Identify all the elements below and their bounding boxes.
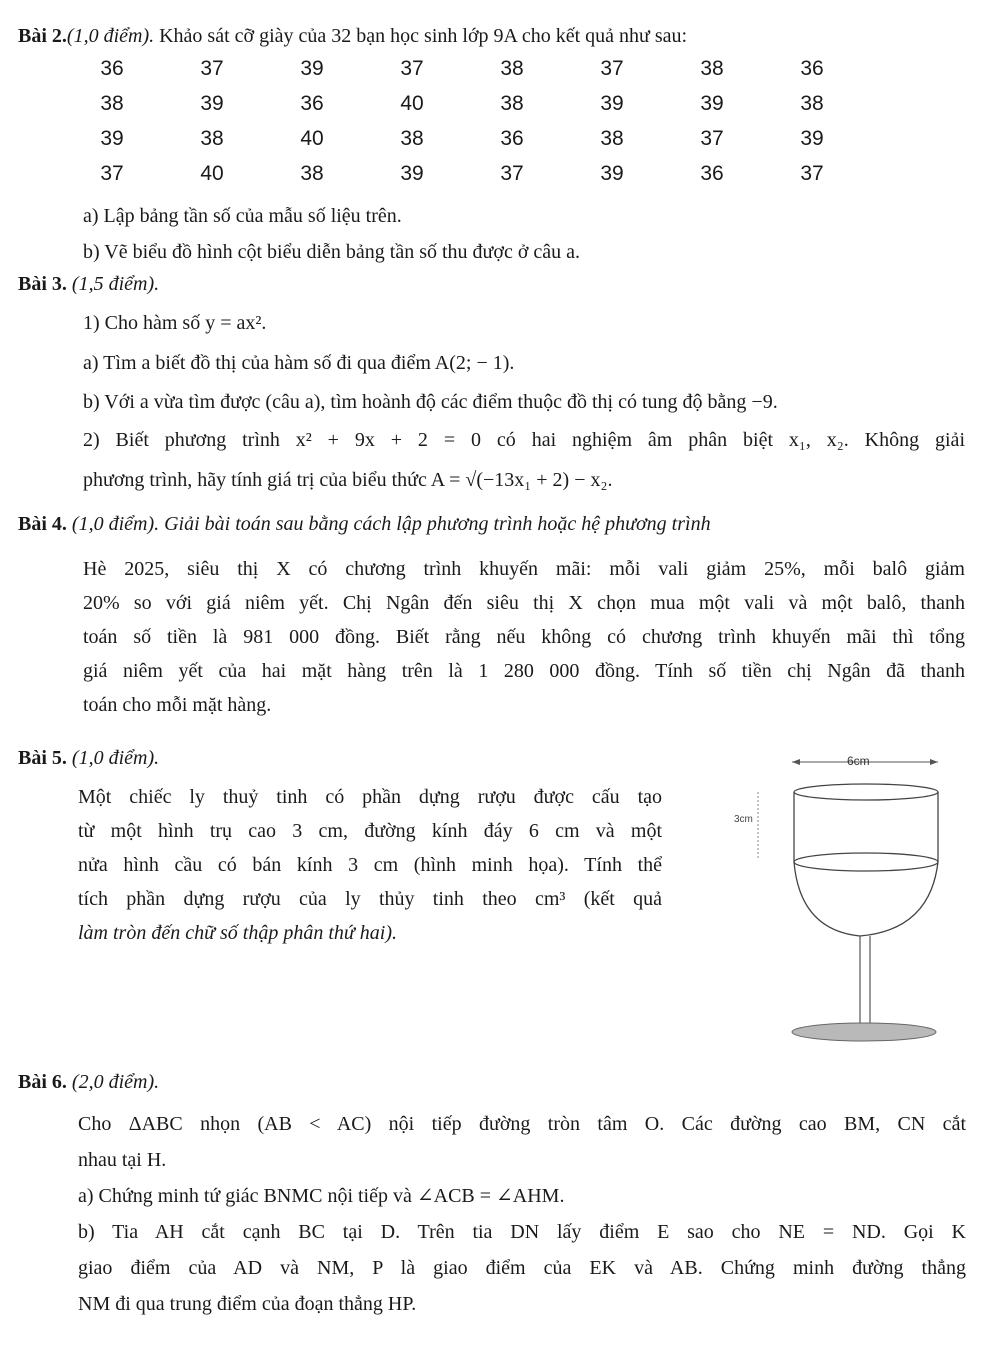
bai5-line: làm tròn đến chữ số thập phân thứ hai). bbox=[78, 922, 398, 944]
shoe-size-cell: 37 bbox=[100, 162, 124, 186]
bai5-line: nửa hình cầu có bán kính 3 cm (hình minh họa). Tính thể bbox=[78, 854, 662, 876]
shoe-size-cell: 37 bbox=[200, 57, 224, 81]
bai5-line: Một chiếc ly thuỷ tinh có phần dựng rượu được cấu tạo bbox=[78, 786, 662, 808]
shoe-size-cell: 38 bbox=[200, 127, 224, 151]
bai4-line: toán cho mỗi mặt hàng. bbox=[83, 694, 272, 716]
height-label: 3cm bbox=[734, 814, 753, 825]
shoe-size-table bbox=[62, 52, 862, 192]
shoe-size-row bbox=[62, 87, 862, 122]
shoe-size-cell: 39 bbox=[600, 92, 624, 116]
bai2-points: (1,0 điểm). bbox=[66, 25, 155, 47]
bai6-line: Cho ΔABC nhọn (AB < AC) nội tiếp đường tròn tâm O. Các đường cao BM, CN cắt bbox=[78, 1113, 966, 1135]
shoe-size-cell: 39 bbox=[800, 127, 824, 151]
shoe-size-cell: 40 bbox=[300, 127, 324, 151]
shoe-size-cell: 40 bbox=[400, 92, 424, 116]
shoe-size-cell: 37 bbox=[600, 57, 624, 81]
shoe-size-cell: 39 bbox=[600, 162, 624, 186]
glass-base bbox=[792, 1023, 936, 1041]
bai3-heading: Bài 3. bbox=[18, 273, 67, 295]
shoe-size-row bbox=[62, 122, 862, 157]
bai6-line: nhau tại H. bbox=[78, 1149, 167, 1171]
shoe-size-cell: 38 bbox=[100, 92, 124, 116]
shoe-size-cell: 39 bbox=[100, 127, 124, 151]
bai5-line: từ một hình trụ cao 3 cm, đường kính đáy 6 cm và một bbox=[78, 820, 662, 842]
bai5-line: tích phần dựng rượu của ly thủy tinh theo cm³ (kết quả bbox=[78, 888, 662, 910]
arrow-right-icon bbox=[930, 759, 938, 765]
shoe-size-row bbox=[62, 52, 862, 87]
bai3-points: (1,5 điểm). bbox=[71, 273, 160, 295]
bai3-q1: 1) Cho hàm số y = ax². bbox=[83, 312, 267, 334]
bai4-line: toán số tiền là 981 000 đồng. Biết rằng nếu không có chương trình khuyến mãi thì tổng bbox=[83, 626, 965, 648]
bai2-header bbox=[18, 24, 687, 49]
bai5-points: (1,0 điểm). bbox=[71, 747, 160, 769]
bai4-line: 20% so với giá niêm yết. Chị Ngân đến siêu thị X chọn mua một vali và một balô, thanh bbox=[83, 592, 965, 614]
bai4-line: Hè 2025, siêu thị X có chương trình khuyến mãi: mỗi vali giảm 25%, mỗi balô giảm bbox=[83, 558, 965, 580]
bai4-points: (1,0 điểm). Giải bài toán sau bằng cách lập phương trình hoặc hệ phương trình bbox=[71, 513, 711, 535]
shoe-size-cell: 38 bbox=[400, 127, 424, 151]
shoe-size-cell: 38 bbox=[700, 57, 724, 81]
shoe-size-cell: 38 bbox=[500, 57, 524, 81]
shoe-size-cell: 37 bbox=[700, 127, 724, 151]
bai6-line: b) Tia AH cắt cạnh BC tại D. Trên tia DN lấy điểm E sao cho NE = ND. Gọi K bbox=[78, 1221, 966, 1243]
shoe-size-cell: 37 bbox=[500, 162, 524, 186]
shoe-size-cell: 39 bbox=[700, 92, 724, 116]
bai2-intro: Khảo sát cỡ giày của 32 bạn học sinh lớp 9A cho kết quả như sau: bbox=[159, 25, 688, 47]
width-label: 6cm bbox=[847, 754, 870, 768]
shoe-size-cell: 38 bbox=[300, 162, 324, 186]
bai6-points: (2,0 điểm). bbox=[71, 1071, 160, 1093]
bai5-header bbox=[18, 746, 159, 771]
shoe-size-cell: 39 bbox=[300, 57, 324, 81]
bai3-q2-line1: 2) Biết phương trình x² + 9x + 2 = 0 có hai nghiệm âm phân biệt x₁, x₂. Không giải bbox=[83, 429, 965, 451]
bai3-q1b: b) Với a vừa tìm được (câu a), tìm hoành độ các điểm thuộc đồ thị có tung độ bằng −9. bbox=[83, 391, 778, 413]
bai6-line: giao điểm của AD và NM, P là giao điểm của EK và AB. Chứng minh đường thẳng bbox=[78, 1257, 966, 1279]
bai6-heading: Bài 6. bbox=[18, 1071, 67, 1093]
shoe-size-cell: 36 bbox=[500, 127, 524, 151]
bai5-body bbox=[78, 780, 662, 950]
shoe-size-cell: 37 bbox=[400, 57, 424, 81]
shoe-size-cell: 38 bbox=[800, 92, 824, 116]
glass-rim bbox=[794, 784, 938, 800]
glass-bowl bbox=[794, 862, 938, 936]
shoe-size-cell: 38 bbox=[600, 127, 624, 151]
bai2-heading: Bài 2. bbox=[18, 25, 67, 47]
bai2-part-b: b) Vẽ biểu đồ hình cột biểu diễn bảng tần số thu được ở câu a. bbox=[83, 241, 581, 263]
shoe-size-cell: 36 bbox=[700, 162, 724, 186]
bai6-line: NM đi qua trung điểm của đoạn thẳng HP. bbox=[78, 1293, 417, 1315]
bai4-body bbox=[83, 552, 965, 722]
liquid-surface bbox=[794, 853, 938, 871]
bai3-q1a: a) Tìm a biết đồ thị của hàm số đi qua điểm A(2; − 1). bbox=[83, 352, 515, 374]
bai2-part-a: a) Lập bảng tần số của mẫu số liệu trên. bbox=[83, 205, 402, 227]
bai6-body bbox=[78, 1106, 966, 1322]
bai6-header bbox=[18, 1070, 159, 1095]
shoe-size-row bbox=[62, 157, 862, 192]
shoe-size-cell: 36 bbox=[800, 57, 824, 81]
bai4-header bbox=[18, 512, 711, 537]
bai3-q2-line2: phương trình, hãy tính giá trị của biểu thức A = √(−13x₁ + 2) − x₂. bbox=[83, 469, 613, 491]
bai5-heading: Bài 5. bbox=[18, 747, 67, 769]
shoe-size-cell: 36 bbox=[300, 92, 324, 116]
arrow-left-icon bbox=[792, 759, 800, 765]
bai4-line: giá niêm yết của hai mặt hàng trên là 1 280 000 đồng. Tính số tiền chị Ngân đã thanh bbox=[83, 660, 965, 682]
shoe-size-cell: 39 bbox=[400, 162, 424, 186]
bai3-header bbox=[18, 272, 159, 297]
bai6-line: a) Chứng minh tứ giác BNMC nội tiếp và ∠ACB = ∠AHM. bbox=[78, 1185, 565, 1207]
shoe-size-cell: 38 bbox=[500, 92, 524, 116]
shoe-size-cell: 36 bbox=[100, 57, 124, 81]
shoe-size-cell: 39 bbox=[200, 92, 224, 116]
shoe-size-cell: 40 bbox=[200, 162, 224, 186]
wine-glass-figure bbox=[720, 740, 960, 1050]
bai4-heading: Bài 4. bbox=[18, 513, 67, 535]
shoe-size-cell: 37 bbox=[800, 162, 824, 186]
